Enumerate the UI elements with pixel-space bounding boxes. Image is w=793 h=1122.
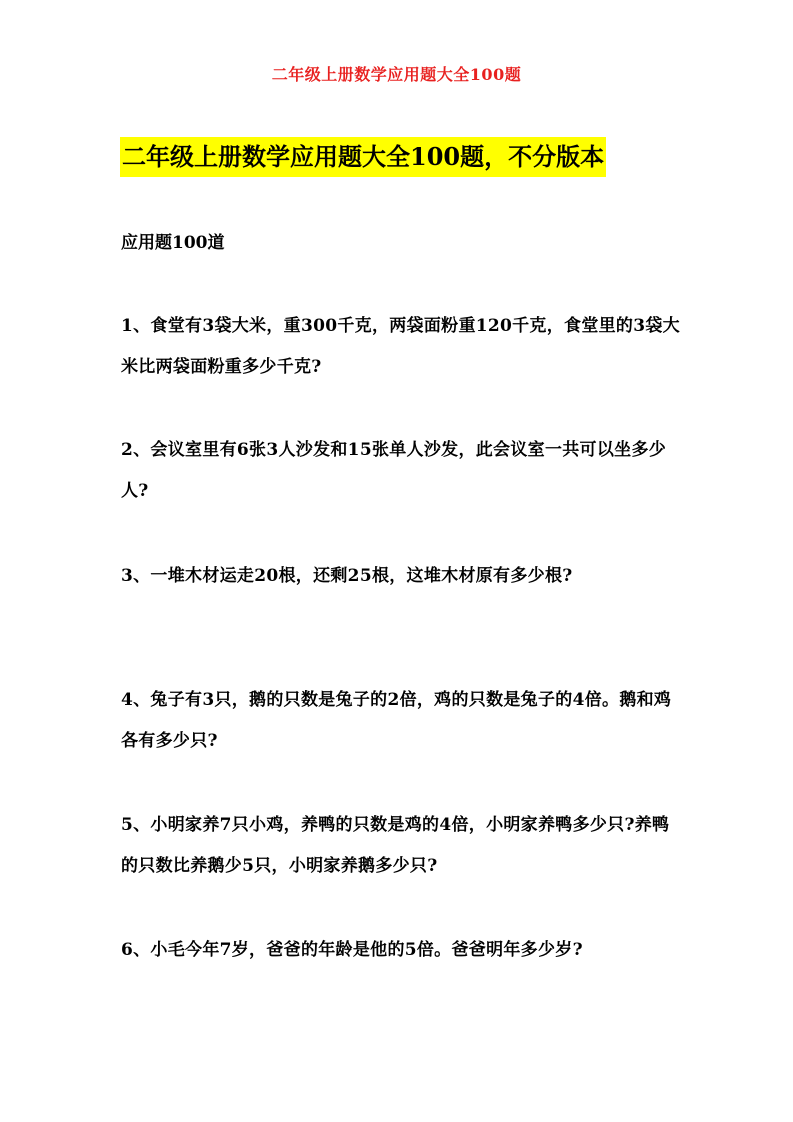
question-1: 1、食堂有3袋大米，重300千克，两袋面粉重120千克，食堂里的3袋大米比两袋面粉重多少千克? bbox=[121, 316, 680, 377]
question-3: 3、一堆木材运走20根，还剩25根，这堆木材原有多少根? bbox=[121, 566, 573, 586]
question-5: 5、小明家养7只小鸡，养鸭的只数是鸡的4倍，小明家养鸭多少只?养鸭的只数比养鹅少5只，小明家养鹅多少只? bbox=[121, 815, 670, 876]
document-title: 二年级上册数学应用题大全100题，不分版本 bbox=[120, 137, 606, 177]
question-2: 2、会议室里有6张3人沙发和15张单人沙发，此会议室一共可以坐多少人? bbox=[121, 440, 667, 501]
question-6: 6、小毛今年7岁，爸爸的年龄是他的5倍。爸爸明年多少岁? bbox=[121, 940, 583, 960]
running-header: 二年级上册数学应用题大全100题 bbox=[271, 65, 522, 84]
section-label: 应用题100道 bbox=[121, 233, 225, 253]
question-4: 4、兔子有3只，鹅的只数是兔子的2倍，鸡的只数是兔子的4倍。鹅和鸡各有多少只? bbox=[121, 690, 672, 751]
